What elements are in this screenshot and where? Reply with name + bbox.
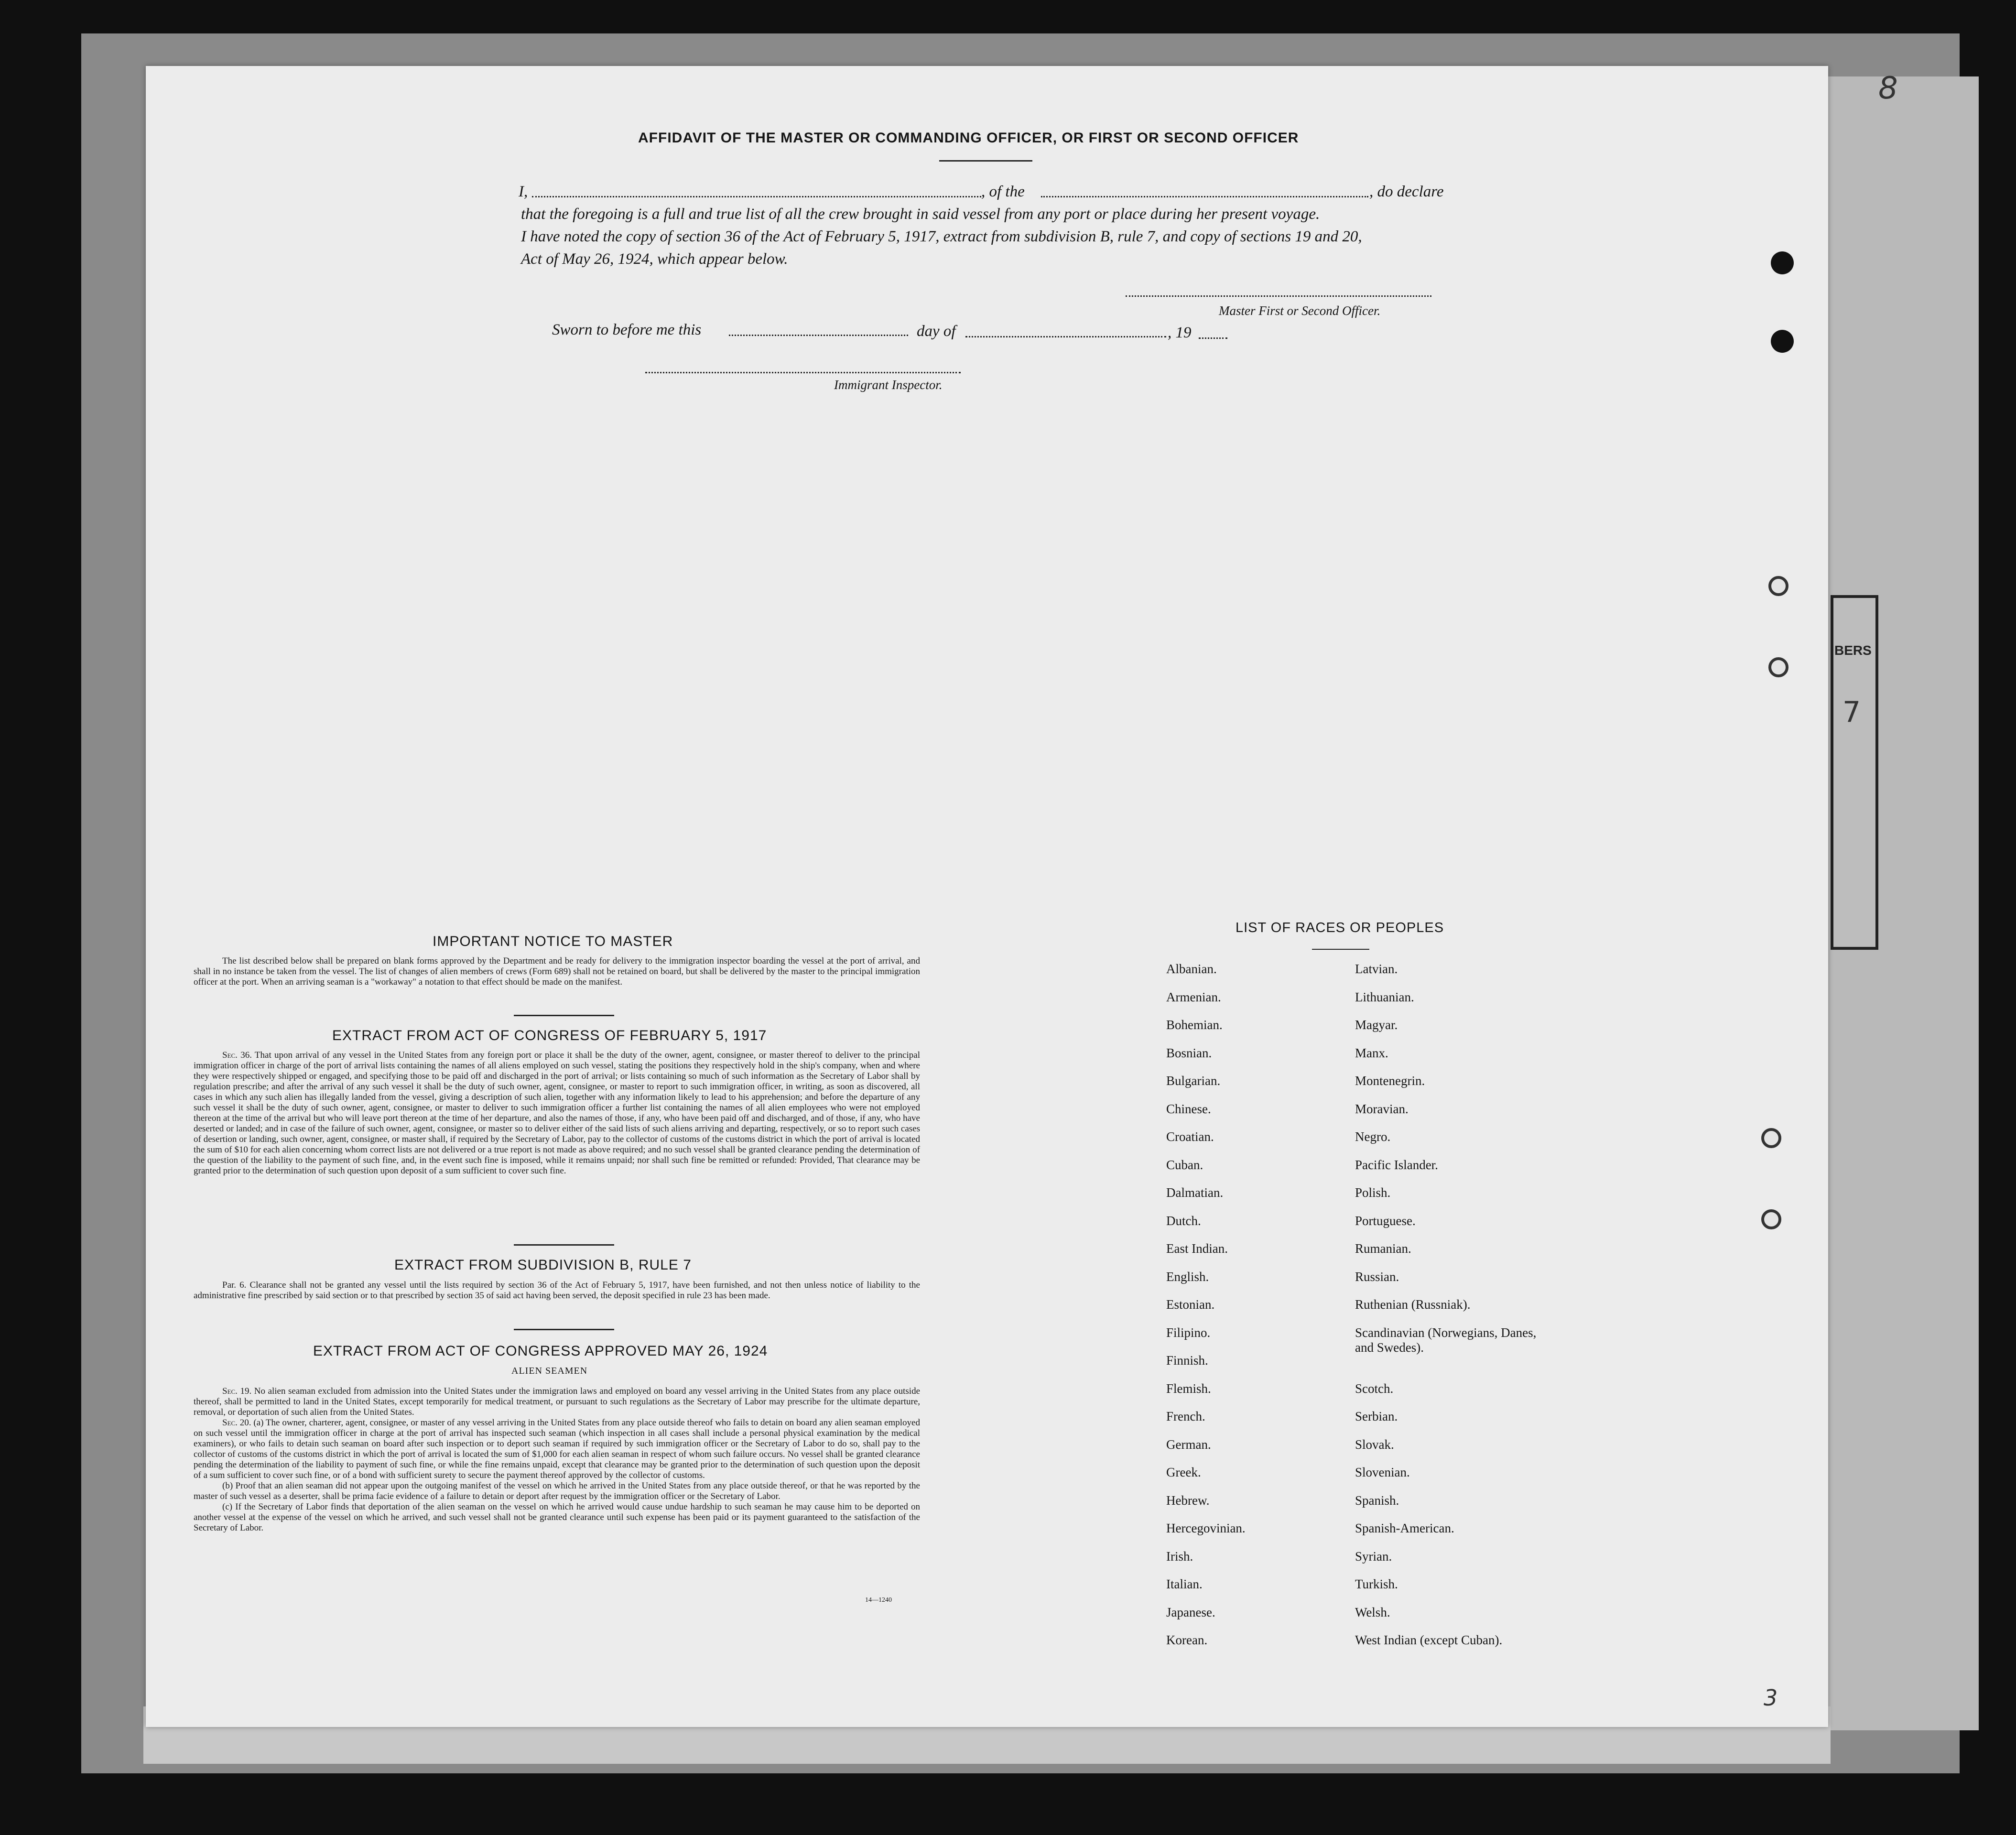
notice-text: The list described below shall be prepared on blank forms approved by the Department and be ready for delivery to the immigration inspector boarding the vessel at the port of arrival, and shall in no instance be taken from the vessel. The list of changes of alien members of crews (Form 689) shall not be retained on board, but shall be delivered by the master to the principal immigration officer at the port. When an arriving seaman is a "workaway" a notation to that effect should be made on the manifest.: [194, 956, 920, 987]
declaration-line-1: that the foregoing is a full and true list of all the crew brought in said vessel from any port or place during her present voyage.: [521, 206, 1320, 223]
punch-hole: [1761, 1209, 1781, 1229]
race-item: Spanish-American.: [1355, 1521, 1454, 1535]
race-item: Estonian.: [1166, 1297, 1215, 1312]
races-rule: [1312, 949, 1369, 950]
race-item: Serbian.: [1355, 1409, 1398, 1423]
race-item: Croatian.: [1166, 1129, 1214, 1144]
punch-hole: [1768, 576, 1788, 596]
race-item: Negro.: [1355, 1129, 1391, 1144]
do-declare-label: , do declare: [1369, 183, 1444, 200]
race-item: Japanese.: [1166, 1605, 1215, 1619]
race-item: Rumanian.: [1355, 1241, 1411, 1256]
race-item: Italian.: [1166, 1577, 1203, 1591]
year-line[interactable]: [1199, 337, 1227, 339]
race-item: Finnish.: [1166, 1353, 1208, 1368]
race-item: Bulgarian.: [1166, 1074, 1221, 1088]
sec-20-label: Sec. 20.: [222, 1418, 251, 1428]
race-item: Bosnian.: [1166, 1045, 1212, 1060]
race-item: Latvian.: [1355, 962, 1398, 976]
extract-1924-text: [194, 1386, 920, 1533]
affidavit-title: AFFIDAVIT OF THE MASTER OR COMMANDING OFFICER, OR FIRST OR SECOND OFFICER: [638, 130, 1299, 146]
declarant-label: I,: [519, 183, 528, 200]
race-item: French.: [1166, 1409, 1205, 1423]
race-item: German.: [1166, 1437, 1211, 1452]
of-the-label: , of the: [981, 183, 1025, 200]
vessel-name-line[interactable]: [1041, 196, 1368, 197]
race-item: Polish.: [1355, 1185, 1391, 1200]
day-of-label: day of: [917, 323, 956, 340]
sworn-month-line[interactable]: [965, 336, 1166, 337]
sworn-label: Sworn to before me this: [552, 321, 702, 338]
race-item: Albanian.: [1166, 962, 1217, 976]
year-label: , 19: [1168, 324, 1192, 341]
race-item: Turkish.: [1355, 1577, 1398, 1591]
notice-title: IMPORTANT NOTICE TO MASTER: [433, 934, 673, 949]
race-item: Pacific Islander.: [1355, 1157, 1438, 1172]
section-rule: [514, 1244, 614, 1246]
inspector-signature-label: Immigrant Inspector.: [834, 378, 943, 392]
race-item: East Indian.: [1166, 1241, 1228, 1256]
race-item: Russian.: [1355, 1269, 1399, 1284]
race-item: Armenian.: [1166, 989, 1221, 1004]
race-item: Korean.: [1166, 1633, 1208, 1647]
section-rule: [514, 1015, 614, 1016]
inspector-signature-line[interactable]: [645, 372, 961, 373]
title-rule: [939, 160, 1032, 162]
race-item: Chinese.: [1166, 1101, 1211, 1116]
section-rule: [514, 1329, 614, 1330]
punch-hole: [1771, 251, 1794, 274]
form-number: 14—1240: [865, 1596, 892, 1604]
race-item: Filipino.: [1166, 1325, 1211, 1340]
declarant-name-line[interactable]: [532, 196, 981, 197]
race-item: Dalmatian.: [1166, 1185, 1224, 1200]
sec-19-label: Sec. 19.: [222, 1386, 252, 1396]
race-item: Lithuanian.: [1355, 989, 1414, 1004]
rule-7-text: Par. 6. Clearance shall not be granted any vessel until the lists required by section 36 of the Act of February 5, 1917, have been furnished, and not then unless notice of liability to the administrative fine prescribed by said section or to that prescribed by section 35 of said act having been served, the deposit specified in rule 23 has been made.: [194, 1280, 920, 1301]
race-item: Greek.: [1166, 1465, 1201, 1479]
race-item: Spanish.: [1355, 1493, 1399, 1508]
punch-hole: [1761, 1128, 1781, 1148]
race-item: Hebrew.: [1166, 1493, 1210, 1508]
sworn-day-line[interactable]: [729, 335, 908, 336]
race-item: Scotch.: [1355, 1381, 1394, 1396]
race-item: Dutch.: [1166, 1213, 1201, 1228]
extract-1917-title: EXTRACT FROM ACT OF CONGRESS OF FEBRUARY 5, 1917: [332, 1028, 767, 1043]
side-stamp-text: BERS: [1834, 643, 1872, 658]
extract-1924-title: EXTRACT FROM ACT OF CONGRESS APPROVED MAY 26, 1924: [313, 1343, 768, 1359]
sec-20a-text: (a) The owner, charterer, agent, consignee, or master of any vessel arriving in the United States from any place outside thereof who fails to detain on board any alien seaman employed on such vessel until the immigration officer in charge at the port of arrival has inspected such seaman (which inspection in all cases shall include a personal physical examination by the medical examiners), or who fails to detain such seaman on board after such inspection or to deport such seaman if required by such immigration officer or the Secretary of Labor to do so, shall pay to the collector of customs of the customs district in which the port of arrival is located the sum of $1,000 for each alien seaman in respect of whom such failure occurs. No vessel shall be granted clearance pending the determination of the liability to payment of such fine, or while the fine remains unpaid, except that clearance may be granted prior to the determination of such question upon the deposit of a sum sufficient to cover such fine, or of a bond with sufficient surety to secure the payment thereof approved by the collector of customs.: [194, 1418, 920, 1480]
master-signature-line[interactable]: [1126, 295, 1431, 297]
race-item: Slovak.: [1355, 1437, 1394, 1452]
race-item: Magyar.: [1355, 1018, 1398, 1032]
side-digit: 7: [1843, 695, 1861, 729]
race-item: Irish.: [1166, 1549, 1193, 1564]
race-item: Slovenian.: [1355, 1465, 1410, 1479]
sec-20b-text: (b) Proof that an alien seaman did not appear upon the outgoing manifest of the vessel on which he arrived in the United States from any place outside thereof, or that he was reported by the master of such vessel as a deserter, shall be prima facie evidence of a failure to detain or deport after request by the immigration officer or the Secretary of Labor.: [194, 1481, 920, 1501]
race-item: West Indian (except Cuban).: [1355, 1633, 1503, 1647]
race-item: Syrian.: [1355, 1549, 1392, 1564]
race-item: Cuban.: [1166, 1157, 1203, 1172]
race-item: Montenegrin.: [1355, 1074, 1425, 1088]
race-item: English.: [1166, 1269, 1209, 1284]
race-item: Hercegovinian.: [1166, 1521, 1246, 1535]
margin-mark-top: 8: [1878, 71, 1898, 106]
race-item: Bohemian.: [1166, 1018, 1223, 1032]
race-item: Scandinavian (Norwegians, Danes, and Swedes).: [1355, 1325, 1537, 1355]
master-signature-label: Master First or Second Officer.: [1219, 304, 1381, 318]
sec-19-text: No alien seaman excluded from admission into the United States under the immigration laws and employed on board any vessel arriving in the United States from any place outside thereof, shall be permitted to land in the United States, except temporarily for medical treatment, or pursuant to such regulations as the Secretary of Labor may prescribe for the ultimate departure, removal, or deportation of such alien from the United States.: [194, 1386, 920, 1417]
declaration-line-2: I have noted the copy of section 36 of the Act of February 5, 1917, extract from subdivision B, rule 7, and copy of sections 19 and 20,: [521, 228, 1362, 245]
sec-20c-text: (c) If the Secretary of Labor finds that deportation of the alien seaman on the vessel on which he arrived would cause undue hardship to such seaman he may cause him to be deported on another vessel at the expense of the vessel on which he arrived, and such vessel shall not be granted clearance until such expense has been paid or its payment guaranteed to the satisfaction of the Secretary of Labor.: [194, 1502, 920, 1533]
sec-36-text: That upon arrival of any vessel in the United States from any foreign port or place it shall be the duty of the owner, agent, consignee, or master thereof to deliver to the principal immigration officer in charge of the port of arrival lists containing the names of all aliens employed on such vessel, stating the positions they respectively hold in the ship's company, when and where they were respectively shipped or engaged, and specifying those to be paid off and discharged in the port of arrival; or lists containing so much of such information as the Secretary of Labor shall by regulation prescribe; and after the arrival of any such vessel it shall be the duty of such owner, agent, consignee, or master to report to such immigration officer, in writing, as soon as discovered, all cases in which any such alien has illegally landed from the vessel, giving a description of such alien, together with any information likely to lead to his apprehension; and before the departure of any such vessel it shall be the duty of such owner, agent, consignee, or master to deliver to such immigration officer a further list containing the names of all alien employees who were not employed thereon at the time of the arrival but who will leave port thereon at the time of her departure, and also the names of those, if any, who have been paid off and discharged, and of those, if any, who have deserted or landed; and in case of the failure of such owner, agent, consignee, or master so to deliver either of the said lists of such aliens arriving and departing, respectively, or so to report such cases of desertion or landing, such owner, agent, consignee, or master shall, if required by the Secretary of Labor, pay to the collector of customs of the customs district in which the port of arrival is located the sum of $10 for each alien concerning whom correct lists are not delivered or a true report is not made as above required; and no such vessel shall be granted clearance pending the determination of the question of the liability to the payment of such fine, and, in the event such fine is imposed, while it remains unpaid; nor shall such fine be remitted or refunded: Provided, That clearance may be granted prior to the determination of such question upon deposit of a sum sufficient to cover such fine.: [194, 1050, 920, 1176]
race-item: Moravian.: [1355, 1101, 1409, 1116]
margin-mark-bottom: 3: [1764, 1685, 1778, 1711]
race-item: Flemish.: [1166, 1381, 1211, 1396]
extract-1917-text: [194, 1050, 920, 1176]
rule-7-title: EXTRACT FROM SUBDIVISION B, RULE 7: [394, 1257, 692, 1273]
race-item: Manx.: [1355, 1045, 1388, 1060]
sec-36-label: Sec. 36.: [222, 1050, 252, 1060]
race-item: Welsh.: [1355, 1605, 1390, 1619]
races-title: LIST OF RACES OR PEOPLES: [1236, 920, 1444, 935]
race-item: Ruthenian (Russniak).: [1355, 1297, 1471, 1312]
alien-seamen-subtitle: ALIEN SEAMEN: [511, 1366, 588, 1376]
declaration-line-3: Act of May 26, 1924, which appear below.: [521, 250, 788, 268]
punch-hole: [1768, 657, 1788, 677]
punch-hole: [1771, 330, 1794, 353]
race-item: Portuguese.: [1355, 1213, 1416, 1228]
